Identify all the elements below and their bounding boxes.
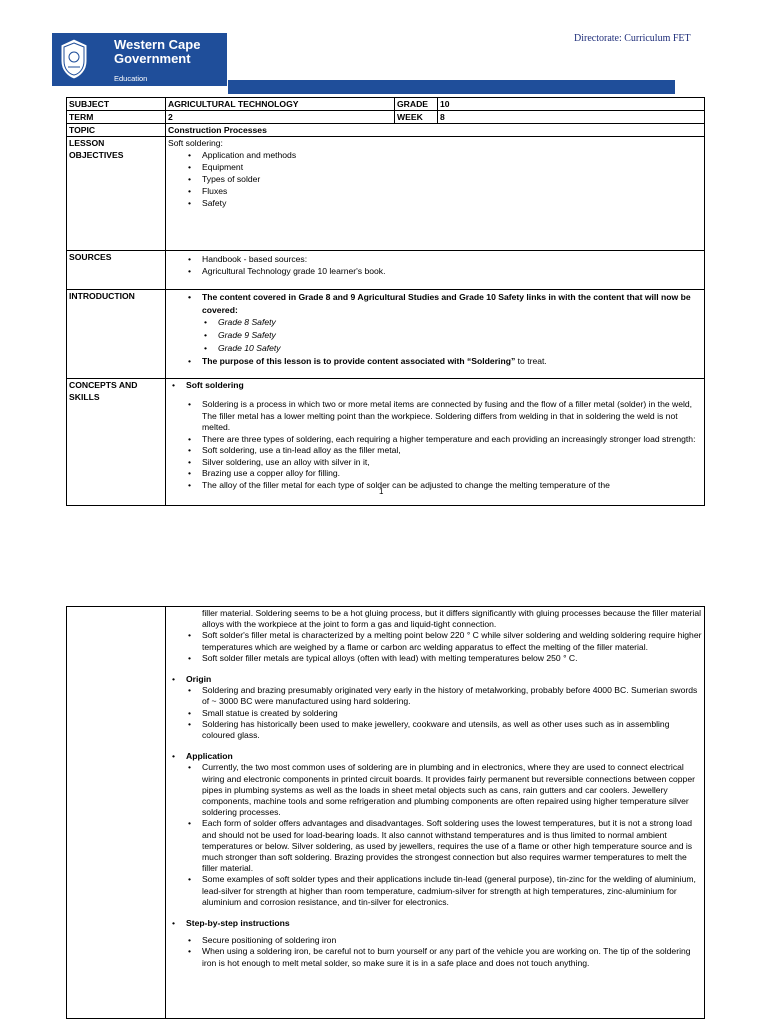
page-number: 1	[379, 487, 384, 496]
topic-value: Construction Processes	[166, 124, 705, 137]
soft-soldering-heading: • Soft soldering	[168, 379, 702, 391]
list-item: • Grade 8 Safety	[168, 316, 702, 329]
list-item: • Some examples of soft solder types and their applications include tin-lead (general purpose), tin-zinc for the welding of aluminium, lead-silver for strength at higher than room temperature, cadmium-silver for strength at high temperatures, zinc-aluminium for aluminium and corrosion resistance, and tin-silver for electronics.	[168, 874, 702, 908]
list-item: • Secure positioning of soldering iron	[168, 935, 702, 946]
list-item: • Application and methods	[168, 149, 702, 161]
purpose-bold-text: The purpose of this lesson is to provide content associated with “Soldering”	[202, 356, 516, 366]
list-item: • Safety	[168, 197, 702, 209]
concepts-row	[67, 379, 705, 506]
list-item	[168, 355, 702, 368]
concepts-continued-content	[166, 607, 705, 1019]
spacer	[168, 664, 702, 674]
list-item: • When using a soldering iron, be careful not to burn yourself or any part of the vehicle you are working on. The tip of the soldering iron is hot enough to melt metal solder, so make sure it is in a safe place and does not touch anything.	[168, 946, 702, 968]
objectives-label	[67, 137, 166, 251]
continued-paragraph: filler material. Soldering seems to be a hot gluing process, but it differs significantly with gluing processes because the filler material alloys with the workpiece at the joint to form a gas and liquid-tight connection.	[202, 608, 702, 630]
topic-row	[67, 124, 705, 137]
soft-soldering-list	[168, 399, 702, 491]
spacer	[168, 391, 702, 399]
logo-text-education: Education	[114, 74, 148, 83]
objectives-label-line1: LESSON	[69, 138, 105, 148]
introduction-list	[168, 291, 702, 368]
objectives-label-line2: OBJECTIVES	[69, 150, 124, 160]
spacer	[168, 741, 702, 751]
introduction-content	[166, 290, 705, 379]
list-item: • Grade 9 Safety	[168, 329, 702, 342]
list-item: • Grade 10 Safety	[168, 342, 702, 355]
list-item: • The content covered in Grade 8 and 9 Agricultural Studies and Grade 10 Safety links in with the content that will now be covered:	[168, 291, 702, 316]
continued-list	[168, 630, 702, 664]
term-label: TERM	[67, 111, 166, 124]
sources-list	[168, 253, 702, 277]
list-item: • Silver soldering, use an alloy with silver in it,	[168, 457, 702, 469]
list-item: • The alloy of the filler metal for each type of solder can be adjusted to change the melting temperature of the	[168, 480, 702, 492]
subject-row	[67, 98, 705, 111]
logo-text-western-cape: Western Cape	[114, 37, 201, 52]
list-item: • Currently, the two most common uses of soldering are in plumbing and in electronics, where they are used to connect electrical wiring and electronic components in printed circuit boards. It provides fairly permanent but reversible connections between copper pipes in plumbing systems as well as the loads in sheet metal objects such as cans, rain gutters and car coolers. Jewellery components, machine tools and some refrigeration and plumbing components are often repaired using higher temperature silver soldering processes.	[168, 762, 702, 818]
wcg-logo	[52, 33, 227, 86]
logo-text-government: Government	[114, 51, 191, 66]
list-item: • Fluxes	[168, 185, 702, 197]
origin-list	[168, 685, 702, 741]
list-item: • Handbook - based sources:	[168, 253, 702, 265]
lesson-table-page1	[66, 97, 705, 506]
purpose-rest-text: to treat.	[515, 356, 547, 366]
list-item: • Brazing use a copper alloy for filling.	[168, 468, 702, 480]
objectives-list	[168, 149, 702, 209]
objectives-intro: Soft soldering:	[168, 138, 223, 148]
directorate-label: Directorate: Curriculum FET	[574, 33, 691, 44]
list-item: • Small statue is created by soldering	[168, 708, 702, 719]
week-value: 8	[438, 111, 705, 124]
origin-heading: • Origin	[168, 674, 702, 685]
coat-of-arms-icon	[58, 37, 90, 81]
header-accent-bar	[228, 80, 675, 94]
lesson-table-page2	[66, 606, 705, 1019]
concepts-label-line2: SKILLS	[69, 392, 100, 402]
introduction-label: INTRODUCTION	[67, 290, 166, 379]
application-heading: • Application	[168, 751, 702, 762]
list-item: • There are three types of soldering, each requiring a higher temperature and each providing an increasingly stronger load strength:	[168, 434, 702, 446]
sources-content	[166, 251, 705, 290]
list-item: • Soft solder filler metals are typical alloys (often with lead) with melting temperatures below 250 ° C.	[168, 653, 702, 664]
list-item: • Agricultural Technology grade 10 learner's book.	[168, 265, 702, 277]
term-row	[67, 111, 705, 124]
grade-label: GRADE	[395, 98, 438, 111]
empty-label-cell	[67, 607, 166, 1019]
spacer	[168, 908, 702, 918]
term-value: 2	[166, 111, 395, 124]
steps-heading: • Step-by-step instructions	[168, 918, 702, 929]
list-item: • Soft soldering, use a tin-lead alloy as the filler metal,	[168, 445, 702, 457]
steps-list	[168, 935, 702, 969]
list-item: • Each form of solder offers advantages and disadvantages. Soft soldering uses the lowest temperatures, but it is not a strong load and should not be used for load-bearing loads. It also cannot withstand temperatures and is thus limited to normal ambient temperatures or below. Silver soldering, as used by jewellers, requires the use of a flame or other high temperature source and is much stronger than soft soldering. Brazing provides the strongest connection but also requires warmer temperatures to melt the filler material.	[168, 818, 702, 874]
objectives-content	[166, 137, 705, 251]
introduction-row	[67, 290, 705, 379]
grade-value: 10	[438, 98, 705, 111]
list-item: • Soldering is a process in which two or more metal items are connected by fusing and the flow of a filler metal (solder) in the weld, The filler metal has a lower melting point than the workpiece. Soldering differs from welding in that in soldering the weld is not melted.	[168, 399, 702, 434]
concepts-content	[166, 379, 705, 506]
sources-row	[67, 251, 705, 290]
concepts-label	[67, 379, 166, 506]
subject-value: AGRICULTURAL TECHNOLOGY	[166, 98, 395, 111]
list-item: • Soldering has historically been used to make jewellery, cookware and utensils, as well as other uses such as in assembling coloured glass.	[168, 719, 702, 741]
application-list	[168, 762, 702, 908]
list-item: • Equipment	[168, 161, 702, 173]
subject-label: SUBJECT	[67, 98, 166, 111]
list-item: • Types of solder	[168, 173, 702, 185]
concepts-continued-row	[67, 607, 705, 1019]
list-item: • Soldering and brazing presumably originated very early in the history of metalworking, probably before 4000 BC. Sumerian swords of ~ 3000 BC were manufactured using hard soldering.	[168, 685, 702, 707]
week-label: WEEK	[395, 111, 438, 124]
concepts-label-line1: CONCEPTS AND	[69, 380, 138, 390]
topic-label: TOPIC	[67, 124, 166, 137]
sources-label: SOURCES	[67, 251, 166, 290]
list-item: • Soft solder's filler metal is characterized by a melting point below 220 ° C while silver soldering and welding soldering require higher temperatures which are weighed by a flame or carbon arc welding apparatus to effect the melting of the filler material.	[168, 630, 702, 652]
objectives-row	[67, 137, 705, 251]
